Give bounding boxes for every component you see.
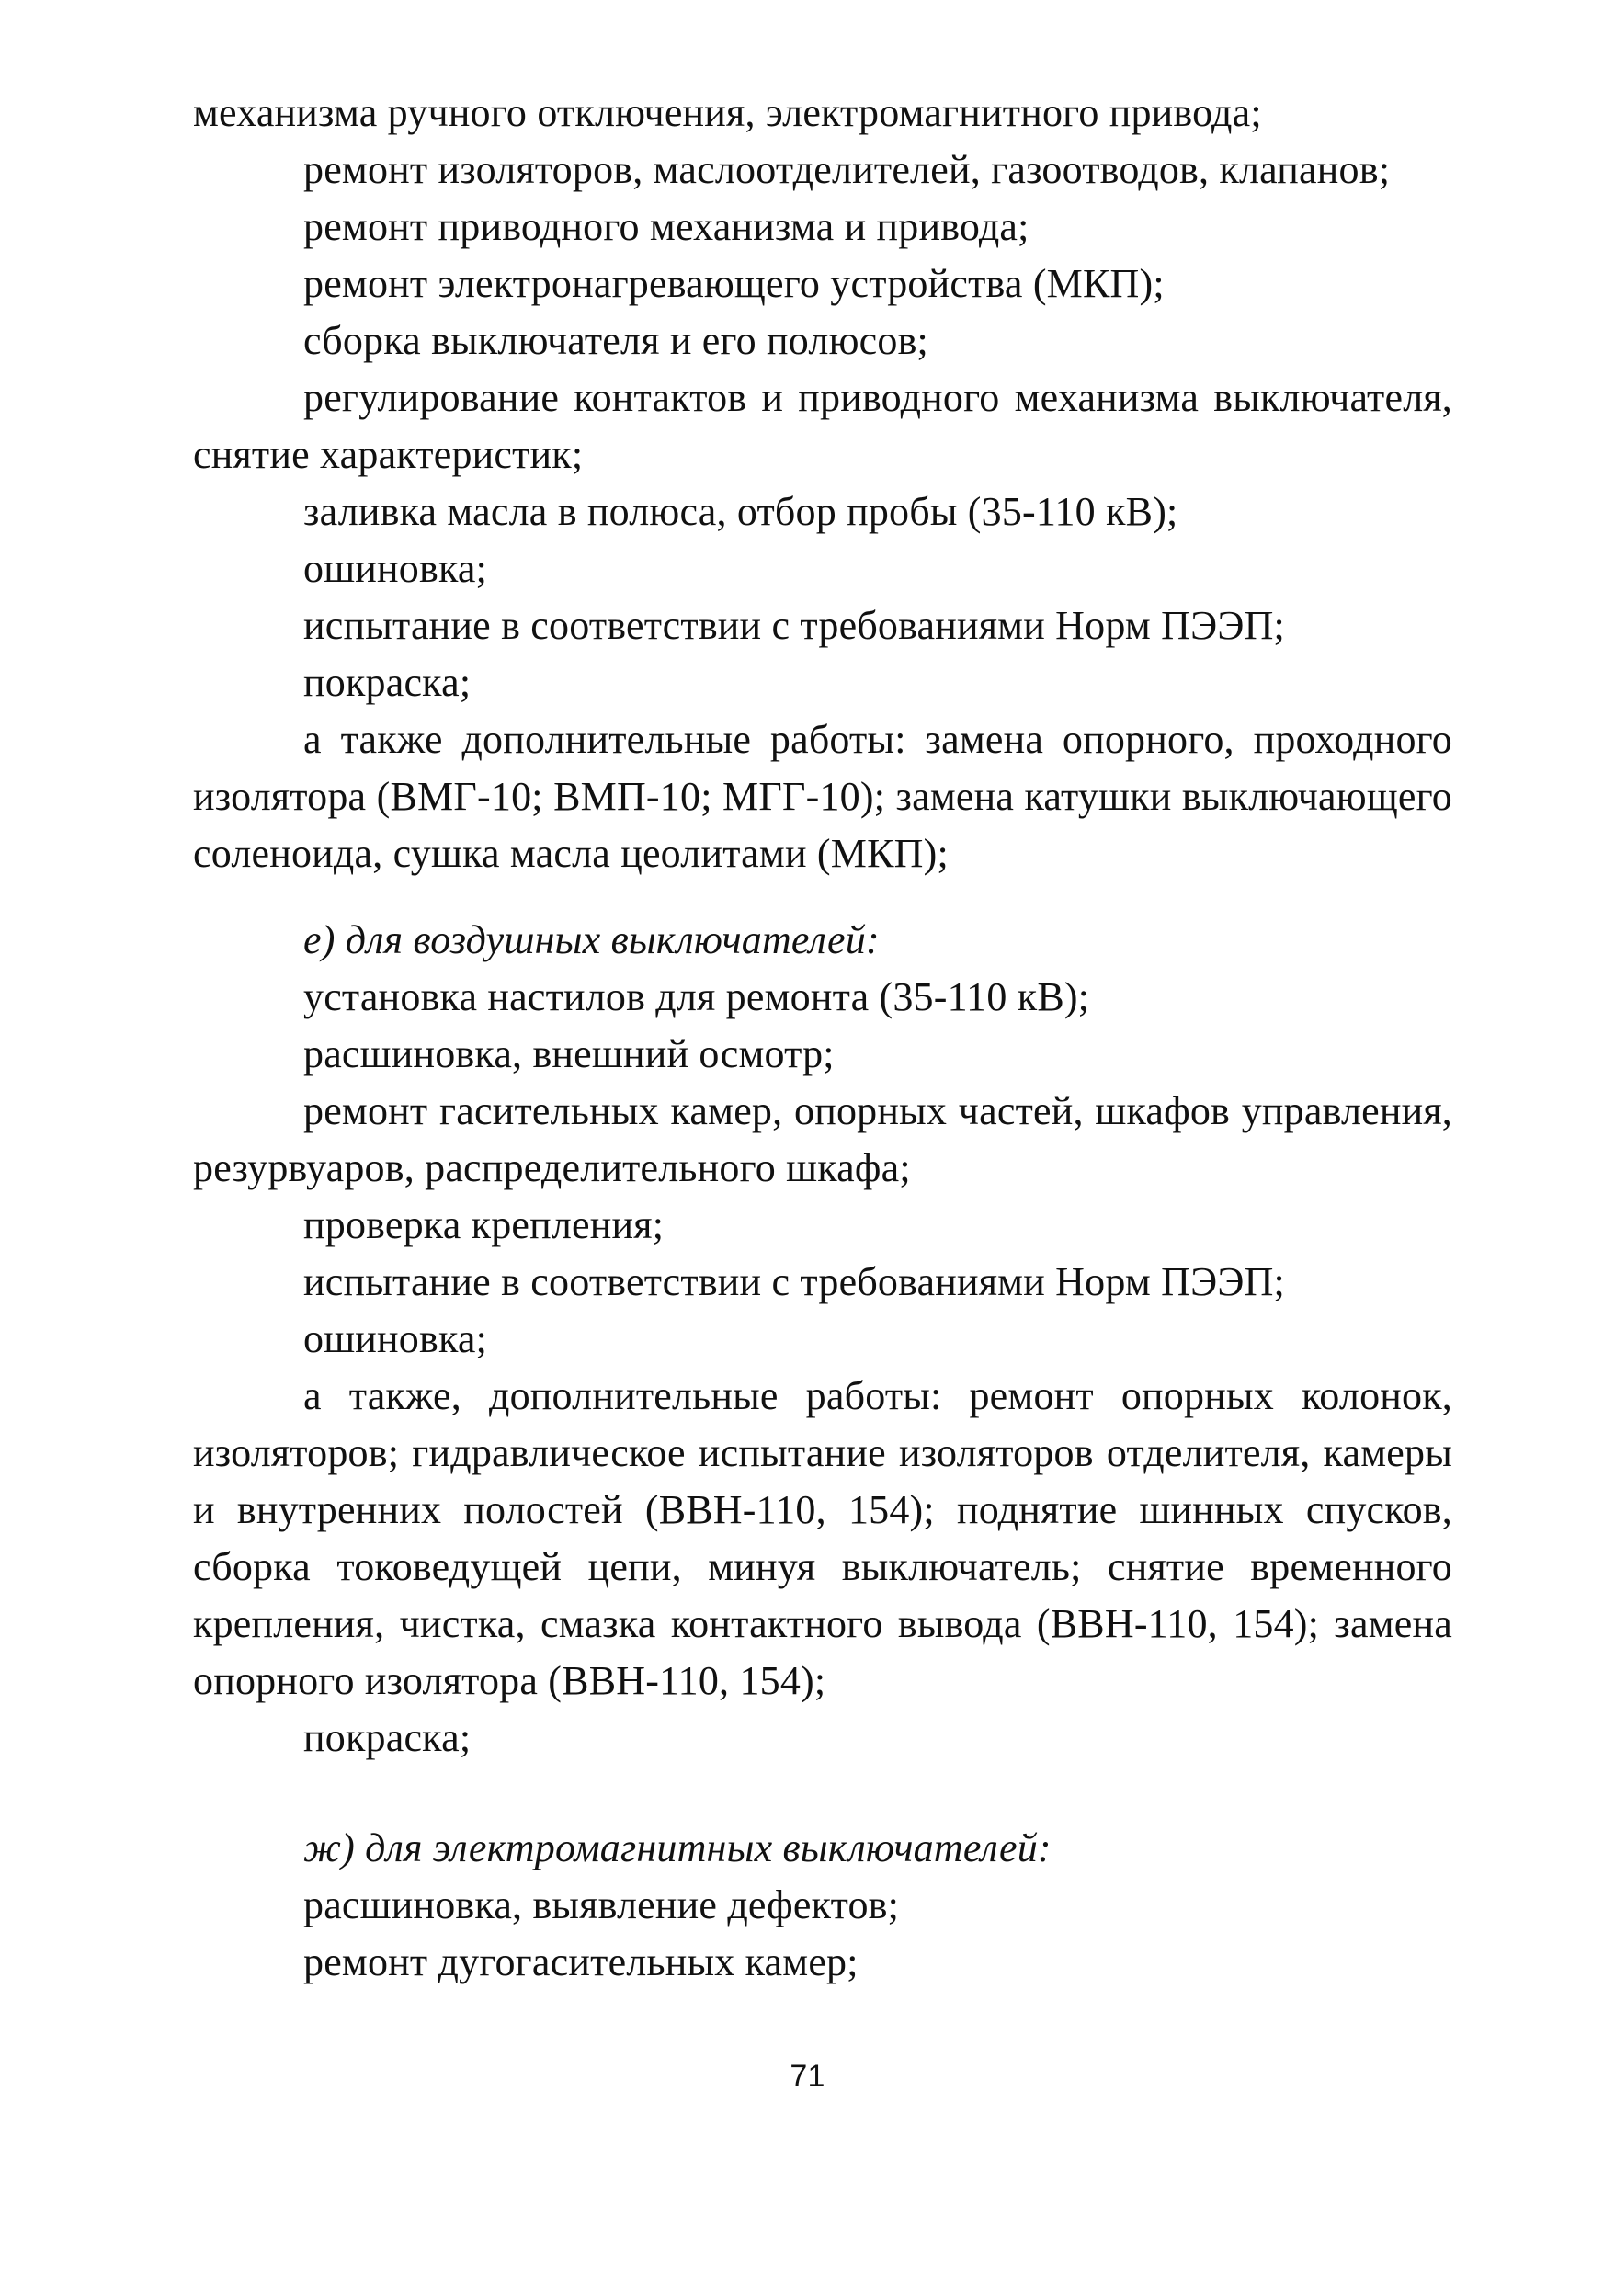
paragraph-repair: ремонт гасительных камер, опорных частей, шкафов управления, резурвуаров, распределительного шкафа; <box>193 1088 1452 1190</box>
paragraph-additional-works: а также, дополнительные работы: ремонт опорных колонок, изоляторов; гидравлическое испытание изоляторов отделителя, камеры и внутренних полостей (ВВН-110, 154); поднятие шинных спусков, сборка токоведущей цепи, минуя выключатель; снятие временного крепления, чистка, смазка контактного вывода (ВВН-110, 154); замена опорного изолятора (ВВН-110, 154); <box>193 1373 1452 1703</box>
list-item: ошиновка; <box>303 546 488 591</box>
list-item: установка настилов для ремонта (35-110 кВ); <box>303 974 1090 1019</box>
page-number: 71 <box>790 2059 825 2094</box>
list-item: покраска; <box>303 660 472 705</box>
section-heading: е) для воздушных выключателей: <box>303 917 880 962</box>
list-item: ремонт электронагревающего устройства (МКП); <box>303 261 1165 306</box>
list-item: ремонт изоляторов, маслоотделителей, газоотводов, клапанов; <box>303 147 1391 192</box>
list-item: ошиновка; <box>303 1316 488 1361</box>
list-item: сборка выключателя и его полюсов; <box>303 318 928 363</box>
list-item: проверка крепления; <box>303 1202 665 1247</box>
list-item: испытание в соответствии с требованиями Норм ПЭЭП; <box>303 1259 1285 1304</box>
section-e <box>193 912 1452 1767</box>
section-heading: ж) для электромагнитных выключателей: <box>303 1825 1052 1870</box>
list-item: ремонт приводного механизма и привода; <box>303 204 1029 249</box>
paragraph-regulation: регулирование контактов и приводного механизма выключателя, снятие характеристик; <box>193 375 1452 477</box>
section-d-continuation <box>193 85 1452 882</box>
list-item: расшиновка, выявление дефектов; <box>303 1882 900 1927</box>
list-item: испытание в соответствии с требованиями Норм ПЭЭП; <box>303 603 1285 648</box>
paragraph-lead: механизма ручного отключения, электромагнитного привода; <box>193 90 1262 135</box>
section-zh <box>193 1820 1452 1991</box>
list-item: расшиновка, внешний осмотр; <box>303 1031 835 1076</box>
list-item: ремонт дугогасительных камер; <box>303 1939 859 1984</box>
list-item: покраска; <box>303 1715 472 1760</box>
list-item: заливка масла в полюса, отбор пробы (35-110 кВ); <box>303 489 1178 534</box>
paragraph-additional-works: а также дополнительные работы: замена опорного, проходного изолятора (ВМГ-10; ВМП-10; МГГ-10); замена катушки выключающего соленоида, сушка масла цеолитами (МКП); <box>193 717 1452 876</box>
